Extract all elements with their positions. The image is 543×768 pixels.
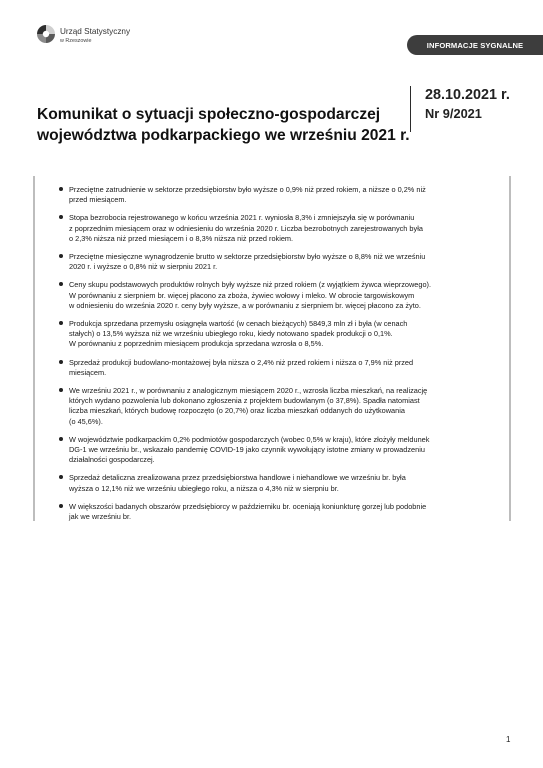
bullet-item [35,473,509,493]
bullet-item [35,185,509,205]
bullet-text-line: jak we wrześniu br. [69,512,132,522]
bullet-icon [59,360,63,364]
bullet-text-line: przed miesiącem. [69,195,127,205]
bullet-text-line: W większości badanych obszarów przedsiębiorcy w październiku br. oceniają koniunkturę gorzej lub podobnie [69,501,427,511]
logo-mark-icon [36,24,56,44]
publication-date: 28.10.2021 r. [425,87,510,103]
gus-logo [36,24,156,50]
summary-box [33,176,511,521]
bullet-text-line: liczba mieszkań, których budowę rozpoczęto (o 20,7%) oraz liczba mieszkań oddanych do użytkowania [69,406,405,416]
bullet-item [35,319,509,350]
bullet-item [35,502,509,522]
bullet-icon [59,254,63,258]
bullet-icon [59,282,63,286]
bullet-icon [59,504,63,508]
bullet-text-line: 2020 r. i wyższe o 0,8% niż w sierpniu 2021 r. [69,262,218,272]
bullet-text-line: W porównaniu z poprzednim miesiącem produkcja sprzedana wzrosła o 8,5%. [69,339,324,349]
bullet-text-line: Przeciętne miesięczne wynagrodzenie brutto w sektorze przedsiębiorstw było wyższe o 8,8% niż we wrześniu [69,252,426,262]
page-number: 1 [506,735,511,744]
bullet-text-line: Sprzedaż produkcji budowlano-montażowej była niższa o 2,4% niż przed rokiem i niższa o 7,9% niż przed [69,357,414,367]
section-banner: INFORMACJE SYGNALNE [407,35,543,55]
bullet-text-line: Ceny skupu podstawowych produktów rolnych były wyższe niż przed rokiem (z wyjątkiem żywca wieprzowego). [69,280,432,290]
bullet-item [35,213,509,244]
bullet-icon [59,388,63,392]
bullet-list [35,176,509,522]
bullet-text-line: z poprzednim miesiącem oraz w odniesieniu do września 2020 r. Liczba bezrobotnych zarejestrowanych była [69,223,423,233]
bullet-text-line: Sprzedaż detaliczna zrealizowana przez przedsiębiorstwa handlowe i niehandlowe we wrześniu br. była [69,473,406,483]
bullet-icon [59,321,63,325]
logo-name: Urząd Statystyczny [60,27,131,36]
bullet-text-line: wyższa o 12,1% niż we wrześniu ubiegłego roku, a niższa o 4,3% niż w sierpniu br. [69,483,339,493]
title-line: Komunikat o sytuacji społeczno-gospodarczej [37,106,381,123]
bullet-icon [59,215,63,219]
bullet-text-line: Stopa bezrobocia rejestrowanego w końcu września 2021 r. wyniosła 8,3% i zmniejszyła się w porównaniu [69,213,415,223]
logo-subname: w Rzeszowie [60,38,92,44]
bullet-text-line: miesiącem. [69,367,107,377]
bullet-text-line: stałych) o 13,5% wyższa niż we wrześniu ubiegłego roku, kiedy notowano spadek produkcji o 0,1%. [69,329,393,339]
bullet-icon [59,475,63,479]
title-line: województwa podkarpackiego we wrześniu 2021 r. [37,127,410,144]
bullet-text-line: o 2,3% niższa niż przed miesiącem i o 8,3% niższa niż przed rokiem. [69,233,294,243]
bullet-text-line: Przeciętne zatrudnienie w sektorze przedsiębiorstw było wyższe o 0,9% niż przed rokiem, a niższe o 0,2% niż [69,185,426,194]
bullet-text-line: których wydano pozwolenia lub dokonano zgłoszenia z projektem budowlanym (o 37,8%). Spadła natomiast [69,396,420,406]
bullet-text-line: (o 45,6%). [69,416,103,426]
bullet-text-line: W województwie podkarpackim 0,2% podmiotów gospodarczych (wobec 0,5% w kraju), które złożyły meldunek [69,434,430,444]
bullet-text-line: DG-1 we wrześniu br., wskazało pandemię COVID-19 jako czynnik wywołujący istotne zmiany w prowadzeniu [69,445,425,455]
bullet-text-line: W porównaniu z sierpniem br. więcej płacono za zboża, żywiec wołowy i mleko. W obrocie targowiskowym [69,290,415,300]
bullet-item [35,358,509,378]
bullet-item [35,386,509,427]
header-divider [410,86,411,132]
bullet-item [35,280,509,311]
bullet-icon [59,437,63,441]
bullet-text-line: Produkcja sprzedana przemysłu osiągnęła wartość (w cenach bieżących) 5849,3 mln zł i była (w cenach [69,319,408,329]
bullet-item [35,435,509,466]
bullet-icon [59,187,63,191]
bullet-item [35,252,509,272]
bullet-text-line: w odniesieniu do września 2020 r. ceny były wyższe, a w porównaniu z sierpniem br. więcej płacono za żyto. [69,300,421,310]
bullet-text-line: We wrześniu 2021 r., w porównaniu z analogicznym miesiącem 2020 r., wzrosła liczba mieszkań, na realizację [69,386,428,396]
document-title [37,104,410,146]
bullet-text-line: działalności gospodarczej. [69,455,155,465]
publication-number: Nr 9/2021 [425,106,482,121]
